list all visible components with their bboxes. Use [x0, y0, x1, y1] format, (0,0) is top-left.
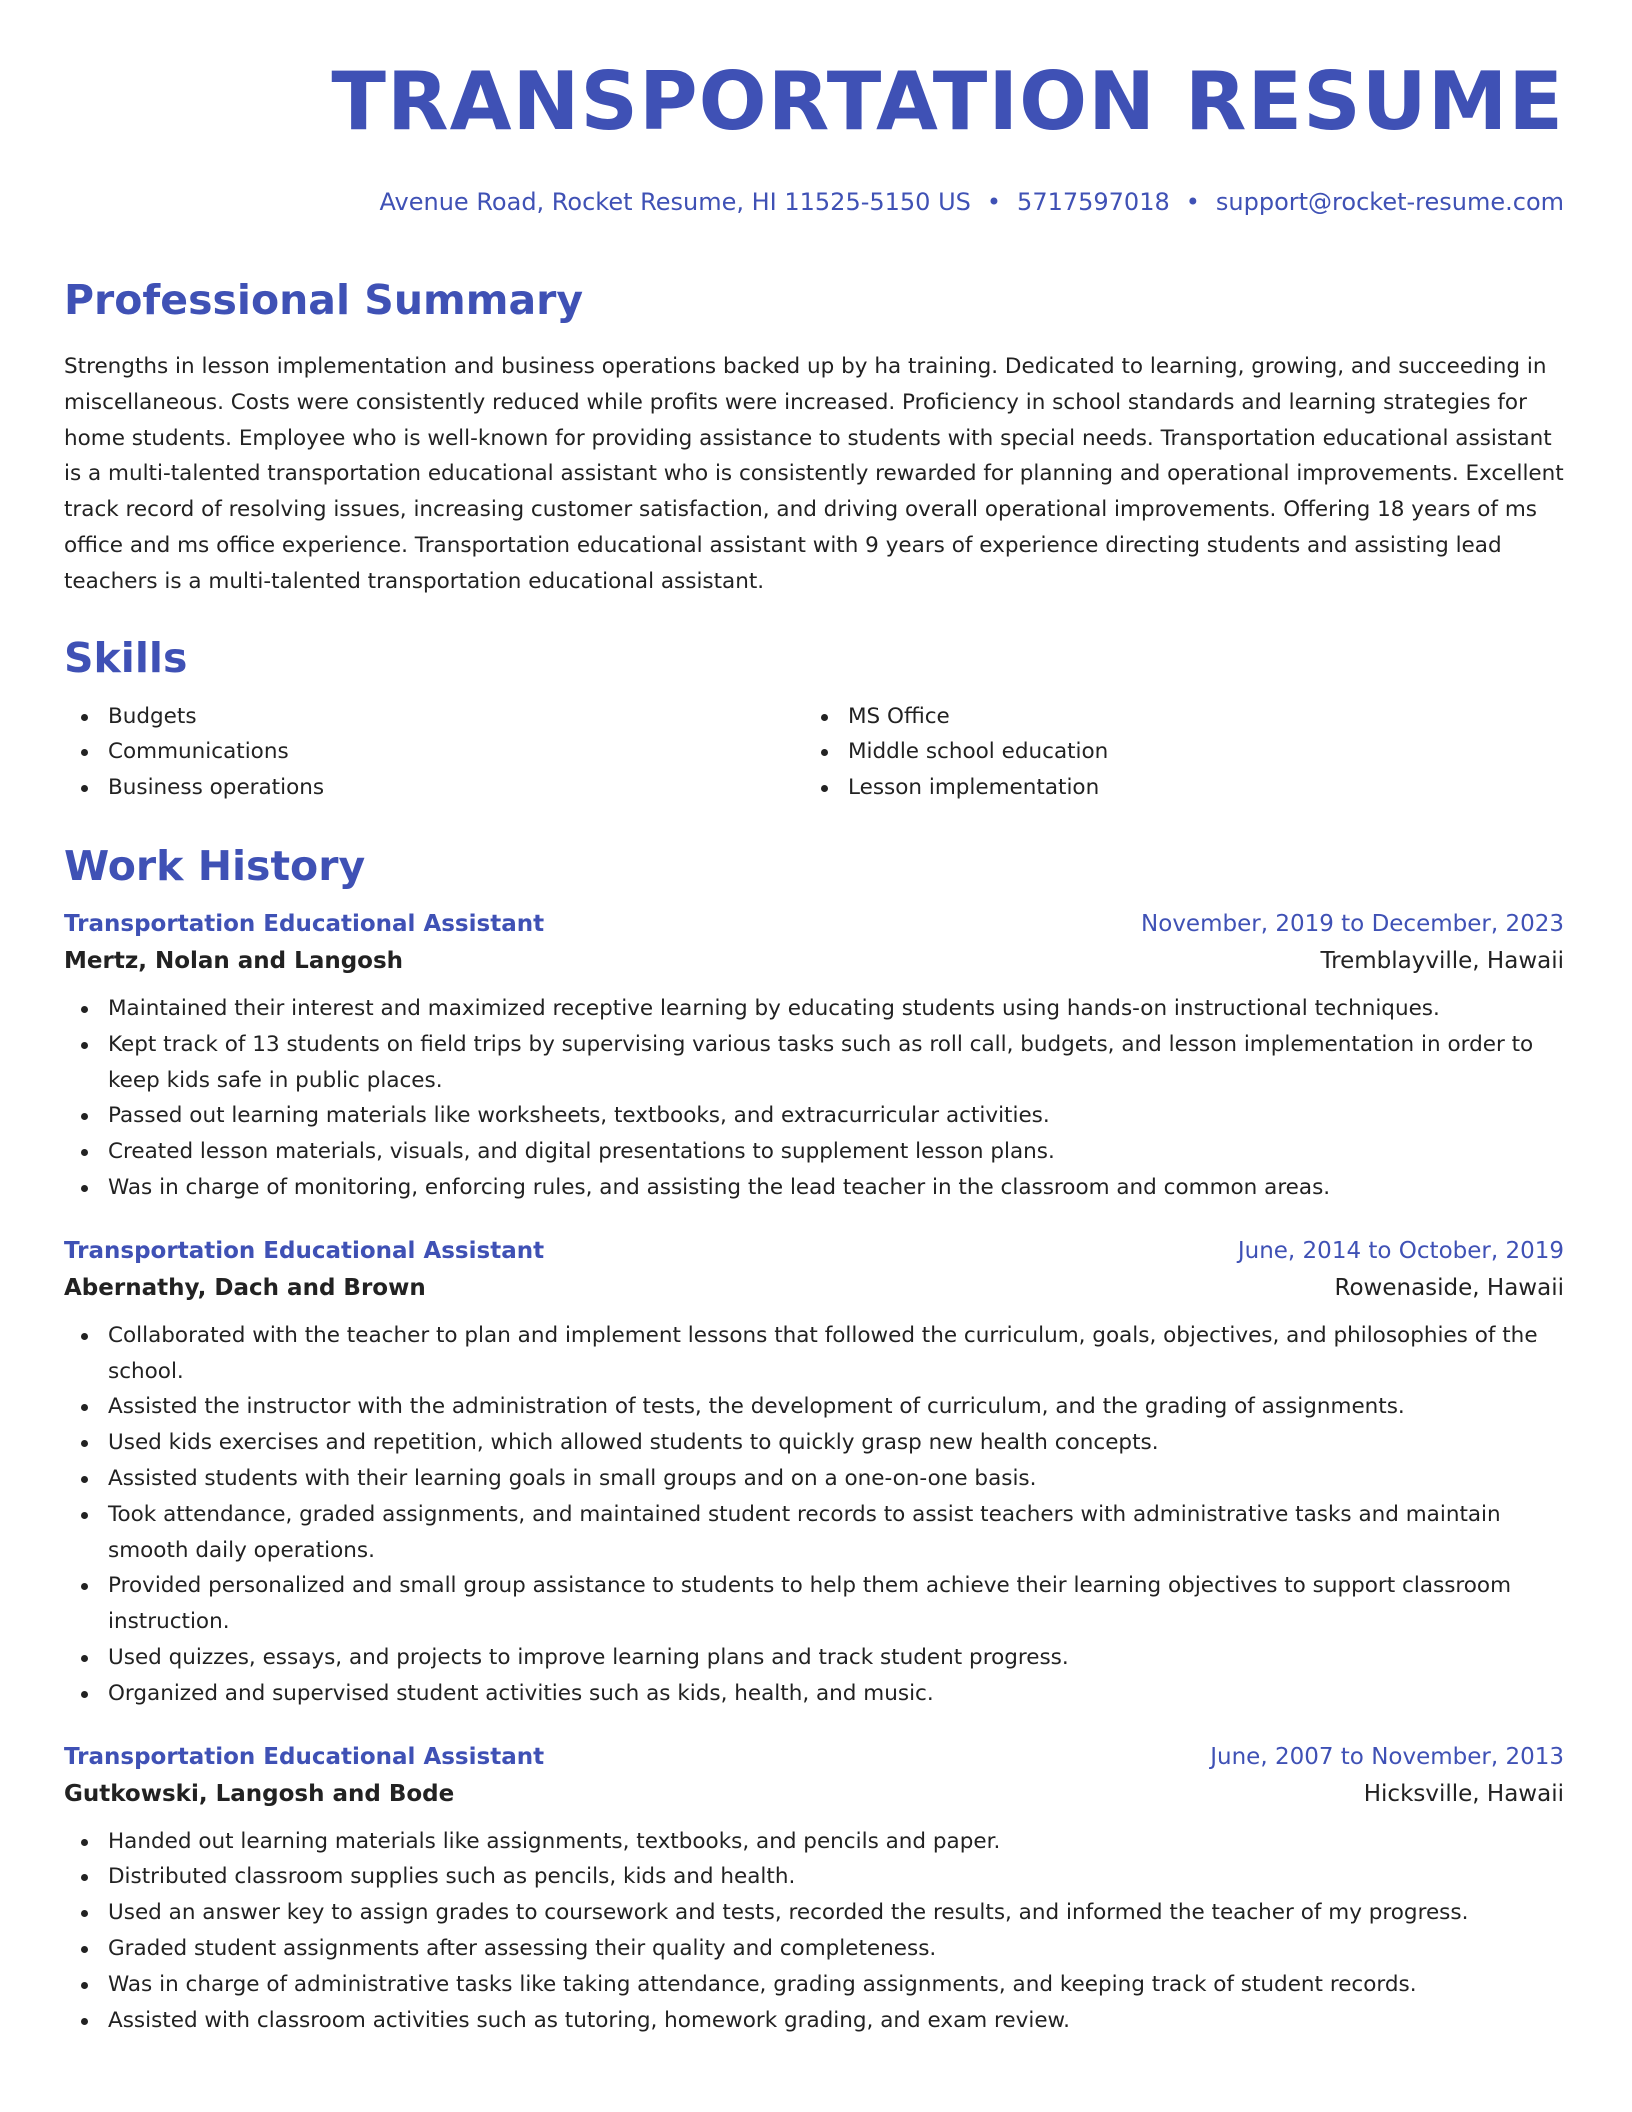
job-dates: November, 2019 to December, 2023: [1141, 910, 1564, 937]
job-location: Tremblayville, Hawaii: [1320, 947, 1564, 974]
duty-item: Assisted the instructor with the administration of tests, the development of curriculum, and the grading of assignments.: [64, 1389, 1564, 1425]
company-row: [64, 1780, 1564, 1807]
duty-item: Took attendance, graded assignments, and maintained student records to assist teachers with administrative tasks and maintain smooth daily operations.: [64, 1497, 1564, 1569]
company-name: Mertz, Nolan and Langosh: [64, 947, 404, 974]
skill-item: Middle school education: [804, 734, 1544, 770]
job-dates: June, 2007 to November, 2013: [1210, 1743, 1564, 1770]
resume-name: TRANSPORTATION RESUME: [331, 55, 1564, 148]
contact-line: [64, 190, 1564, 214]
skill-item: MS Office: [804, 699, 1544, 735]
job-duties: [64, 1824, 1564, 2039]
job-duties: [64, 1318, 1564, 1712]
job-dates: June, 2014 to October, 2019: [1237, 1237, 1564, 1264]
email-link[interactable]: support@rocket-resume.com: [1215, 188, 1564, 216]
skills-column-right: [804, 699, 1544, 806]
separator: •: [1185, 188, 1200, 216]
summary-text: Strengths in lesson implementation and business operations backed up by ha training. Dedicated to learning, growing, and succeeding in miscellaneous. Costs were consistently reduced while profits were increased. Proficiency in school standards and learning strategies for home students. Employee who is well-known for providing assistance to students with special needs. Transportation educational assistant is a multi-talented transportation educational assistant who is consistently rewarded for planning and operational improvements. Excellent track record of resolving issues, increasing customer satisfaction, and driving overall operational improvements. Offering 18 years of ms office and ms office experience. Transportation educational assistant with 9 years of experience directing students and assisting lead teachers is a multi-talented transportation educational assistant.: [64, 354, 1564, 594]
duty-item: Graded student assignments after assessing their quality and completeness.: [64, 1931, 1564, 1967]
duty-item: Collaborated with the teacher to plan and implement lessons that followed the curriculum, goals, objectives, and philosophies of the school.: [64, 1318, 1564, 1390]
company-name: Gutkowski, Langosh and Bode: [64, 1780, 455, 1807]
duty-item: Used quizzes, essays, and projects to improve learning plans and track student progress.: [64, 1640, 1564, 1676]
duty-item: Was in charge of administrative tasks like taking attendance, grading assignments, and keeping track of student records.: [64, 1967, 1564, 2003]
duty-item: Maintained their interest and maximized receptive learning by educating students using hands-on instructional techniques.: [64, 991, 1564, 1027]
duty-item: Organized and supervised student activities such as kids, health, and music.: [64, 1676, 1564, 1712]
skills-heading: Skills: [64, 633, 188, 682]
duty-item: Was in charge of monitoring, enforcing rules, and assisting the lead teacher in the classroom and common areas.: [64, 1170, 1564, 1206]
job-entry: [64, 910, 1564, 1206]
duty-item: Distributed classroom supplies such as pencils, kids and health.: [64, 1859, 1564, 1895]
job-header: [64, 1743, 1564, 1770]
skills-grid: [64, 699, 1564, 806]
company-row: [64, 1274, 1564, 1301]
address: Avenue Road, Rocket Resume, HI 11525-5150 US: [379, 188, 971, 216]
skill-item: Communications: [64, 734, 804, 770]
job-title: Transportation Educational Assistant: [64, 1237, 545, 1264]
duty-item: Created lesson materials, visuals, and digital presentations to supplement lesson plans.: [64, 1134, 1564, 1170]
duty-item: Assisted students with their learning goals in small groups and on a one-on-one basis.: [64, 1461, 1564, 1497]
duty-item: Used an answer key to assign grades to coursework and tests, recorded the results, and informed the teacher of my progress.: [64, 1895, 1564, 1931]
job-title: Transportation Educational Assistant: [64, 910, 545, 937]
duty-item: Passed out learning materials like worksheets, textbooks, and extracurricular activities.: [64, 1098, 1564, 1134]
phone: 5717597018: [1017, 188, 1170, 216]
job-title: Transportation Educational Assistant: [64, 1743, 545, 1770]
skills-column-left: [64, 699, 804, 806]
duty-item: Handed out learning materials like assignments, textbooks, and pencils and paper.: [64, 1824, 1564, 1860]
job-entry: [64, 1743, 1564, 2039]
duty-item: Kept track of 13 students on field trips by supervising various tasks such as roll call, budgets, and lesson implementation in order to keep kids safe in public places.: [64, 1027, 1564, 1099]
company-name: Abernathy, Dach and Brown: [64, 1274, 426, 1301]
duty-item: Assisted with classroom activities such as tutoring, homework grading, and exam review.: [64, 2003, 1564, 2039]
duty-item: Used kids exercises and repetition, which allowed students to quickly grasp new health concepts.: [64, 1425, 1564, 1461]
company-row: [64, 947, 1564, 974]
job-entry: [64, 1237, 1564, 1712]
duty-item: Provided personalized and small group assistance to students to help them achieve their learning objectives to support classroom instruction.: [64, 1568, 1564, 1640]
job-location: Hicksville, Hawaii: [1363, 1780, 1564, 1807]
job-location: Rowenaside, Hawaii: [1334, 1274, 1564, 1301]
separator: •: [986, 188, 1002, 216]
skill-item: Business operations: [64, 770, 804, 806]
job-header: [64, 910, 1564, 937]
job-duties: [64, 991, 1564, 1206]
summary-heading: Professional Summary: [64, 276, 584, 324]
skill-item: Budgets: [64, 699, 804, 735]
work-history-heading: Work History: [64, 841, 366, 890]
job-header: [64, 1237, 1564, 1264]
skill-item: Lesson implementation: [804, 770, 1544, 806]
